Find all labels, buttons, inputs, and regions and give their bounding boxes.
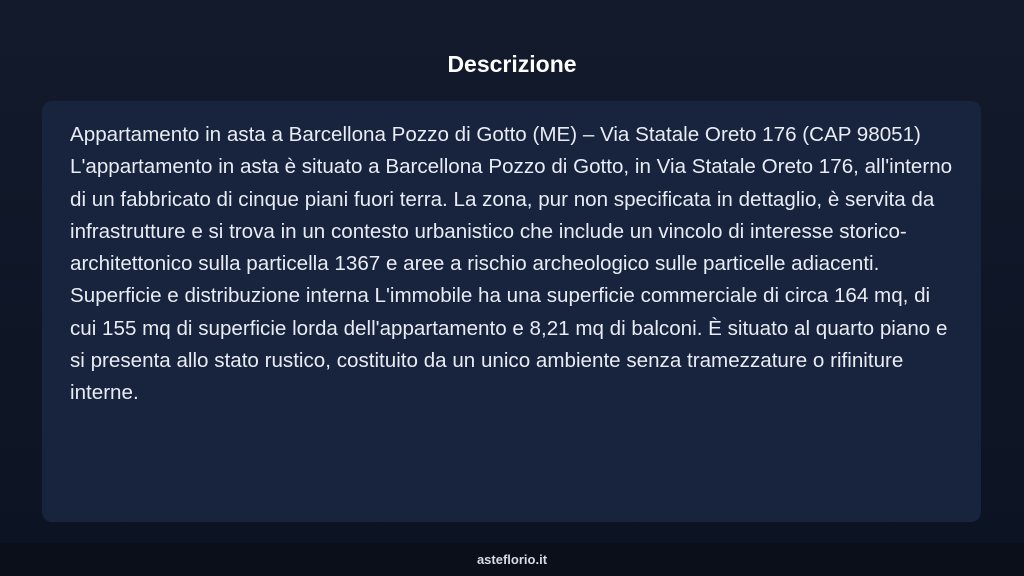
page-title: Descrizione <box>447 51 577 77</box>
footer-bar <box>0 543 1024 576</box>
footer-site-label: asteflorio.it <box>476 552 548 567</box>
description-card <box>42 101 981 522</box>
description-text: Appartamento in asta a Barcellona Pozzo di Gotto (ME) – Via Statale Oreto 176 (CAP 98051) L'appartamento in asta è situato a Barcellona Pozzo di Gotto, in Via Statale Oreto 176, all'interno di un fabbricato di cinque piani fuori terra. La zona, pur non specificata in dettaglio, è servita da infrastrutture e si trova in un contesto urbanistico che include un vincolo di interesse storico-architettonico sulla particella 1367 e aree a rischio archeologico sulle particelle adiacenti. Superficie e distribuzione interna L'immobile ha una superficie commerciale di circa 164 mq, di cui 155 mq di superficie lorda dell'appartamento e 8,21 mq di balconi. È situato al quarto piano e si presenta allo stato rustico, costituito da un unico ambiente senza tramezzature o rifiniture interne. <box>70 123 953 405</box>
